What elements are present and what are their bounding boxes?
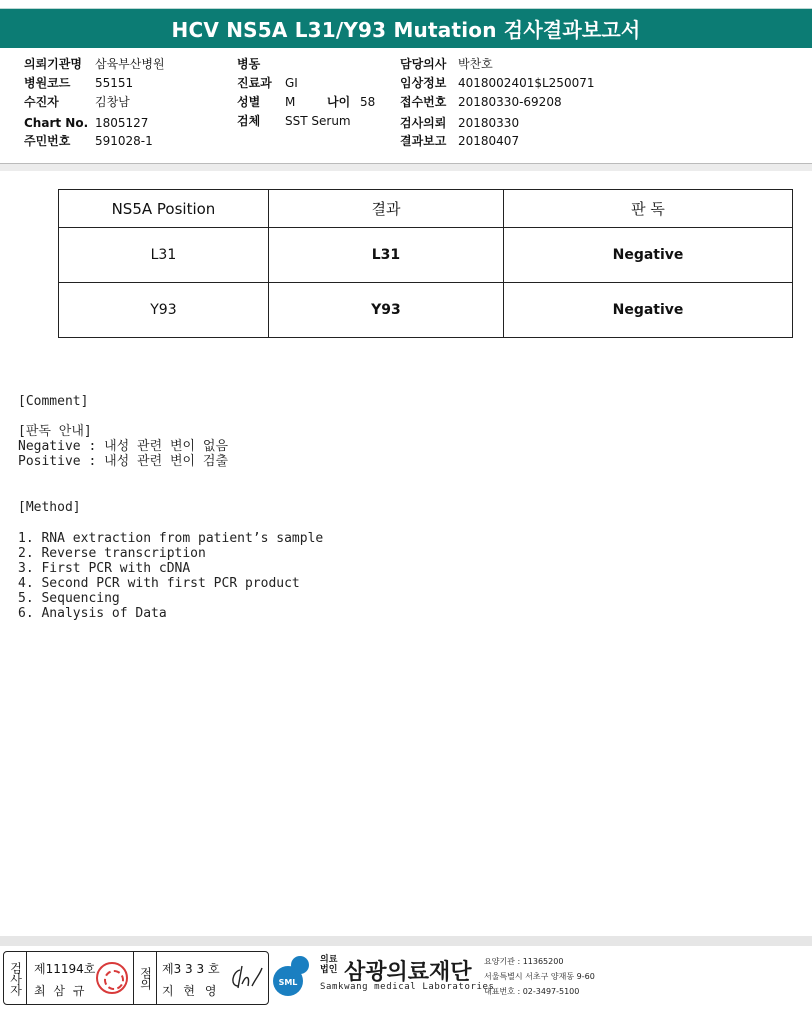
contact-line: 서울특별시 서초구 양재동 9-60 <box>484 972 595 981</box>
inspector-label <box>4 952 26 1004</box>
table-cell-interpretation: Negative <box>504 283 793 338</box>
info-label: Chart No. <box>24 116 89 130</box>
approver-license-no: 제3 3 3 호 <box>162 962 220 976</box>
method-step: 1. RNA extraction from patient’s sample <box>18 531 324 546</box>
info-value: M <box>285 95 296 109</box>
info-value: 20180330 <box>458 116 520 130</box>
table-row <box>59 228 793 283</box>
info-label: 나이 <box>327 95 351 109</box>
header-shade <box>0 164 812 171</box>
info-label: 성별 <box>237 95 261 109</box>
info-label: 결과보고 <box>400 134 447 148</box>
method-step: 2. Reverse transcription <box>18 546 206 561</box>
org-name: 삼광의료재단 <box>344 960 472 985</box>
info-value: 20180407 <box>458 134 520 148</box>
info-label: 검사의뢰 <box>400 116 447 130</box>
info-label: 검체 <box>237 114 261 128</box>
table-header: 결과 <box>268 190 503 228</box>
report-title-bar <box>0 8 812 48</box>
info-value: 4018002401$L250071 <box>458 76 595 90</box>
inspector-license-no: 제11194호 <box>34 962 96 976</box>
result-table <box>58 189 793 338</box>
org-english-name: Samkwang medical Laboratories <box>320 982 495 992</box>
info-label: 병원코드 <box>24 76 71 90</box>
approver-label-text: 점의 <box>138 967 153 989</box>
comment-heading: [Comment] <box>18 394 89 409</box>
info-value: GI <box>285 76 298 90</box>
info-value: 1805127 <box>95 116 149 130</box>
table-header: 판 독 <box>504 190 793 228</box>
method-step: 4. Second PCR with first PCR product <box>18 576 300 591</box>
table-header-row <box>59 190 793 228</box>
table-cell-result: Y93 <box>268 283 503 338</box>
approver-label <box>134 952 156 1004</box>
info-value: 20180330-69208 <box>458 95 562 109</box>
svg-text:SML: SML <box>278 978 298 987</box>
table-cell-result: L31 <box>268 228 503 283</box>
table-row <box>59 283 793 338</box>
info-label: 수진자 <box>24 95 59 109</box>
signature-icon <box>226 964 264 992</box>
info-label: 진료과 <box>237 76 272 90</box>
method-heading: [Method] <box>18 500 81 515</box>
table-cell-position: L31 <box>59 228 269 283</box>
info-label: 주민번호 <box>24 134 71 148</box>
info-value: 55151 <box>95 76 134 90</box>
info-value: 삼육부산병원 <box>95 57 165 71</box>
patient-info <box>0 52 812 164</box>
info-label: 담당의사 <box>400 57 447 71</box>
info-value: SST Serum <box>285 114 351 128</box>
table-cell-interpretation: Negative <box>504 228 793 283</box>
inspector-label-text: 검사자 <box>8 961 23 995</box>
info-value: 591028-1 <box>95 134 153 148</box>
report-title: HCV NS5A L31/Y93 Mutation 검사결과보고서 <box>171 18 641 42</box>
guide-heading: [판독 안내] <box>18 424 92 439</box>
sml-logo-icon <box>272 955 316 999</box>
guide-line-positive: Positive : 내성 관련 변이 검출 <box>18 454 229 469</box>
info-label: 접수번호 <box>400 95 447 109</box>
seal-stamp-icon <box>96 962 128 994</box>
org-prefix: 의료법인 <box>320 955 338 975</box>
method-step: 5. Sequencing <box>18 591 120 606</box>
info-label: 임상정보 <box>400 76 447 90</box>
info-value: 58 <box>360 95 376 109</box>
guide-line-negative: Negative : 내성 관련 변이 없음 <box>18 439 229 454</box>
table-header: NS5A Position <box>59 190 269 228</box>
contact-line: 대표번호 : 02-3497-5100 <box>484 987 580 996</box>
info-value: 김창남 <box>95 95 130 109</box>
table-cell-position: Y93 <box>59 283 269 338</box>
contact-line: 요양기관 : 11365200 <box>484 957 564 966</box>
info-label: 병동 <box>237 57 261 71</box>
box-divider <box>156 952 157 1004</box>
method-step: 6. Analysis of Data <box>18 606 167 621</box>
footer-separator <box>0 936 812 946</box>
method-step: 3. First PCR with cDNA <box>18 561 191 576</box>
approver-name: 지 현 영 <box>162 984 220 998</box>
info-value: 박찬호 <box>458 57 493 71</box>
box-divider <box>26 952 27 1004</box>
signature-box <box>3 951 269 1005</box>
info-label: 의뢰기관명 <box>24 57 82 71</box>
inspector-name: 최 삼 규 <box>34 984 87 998</box>
